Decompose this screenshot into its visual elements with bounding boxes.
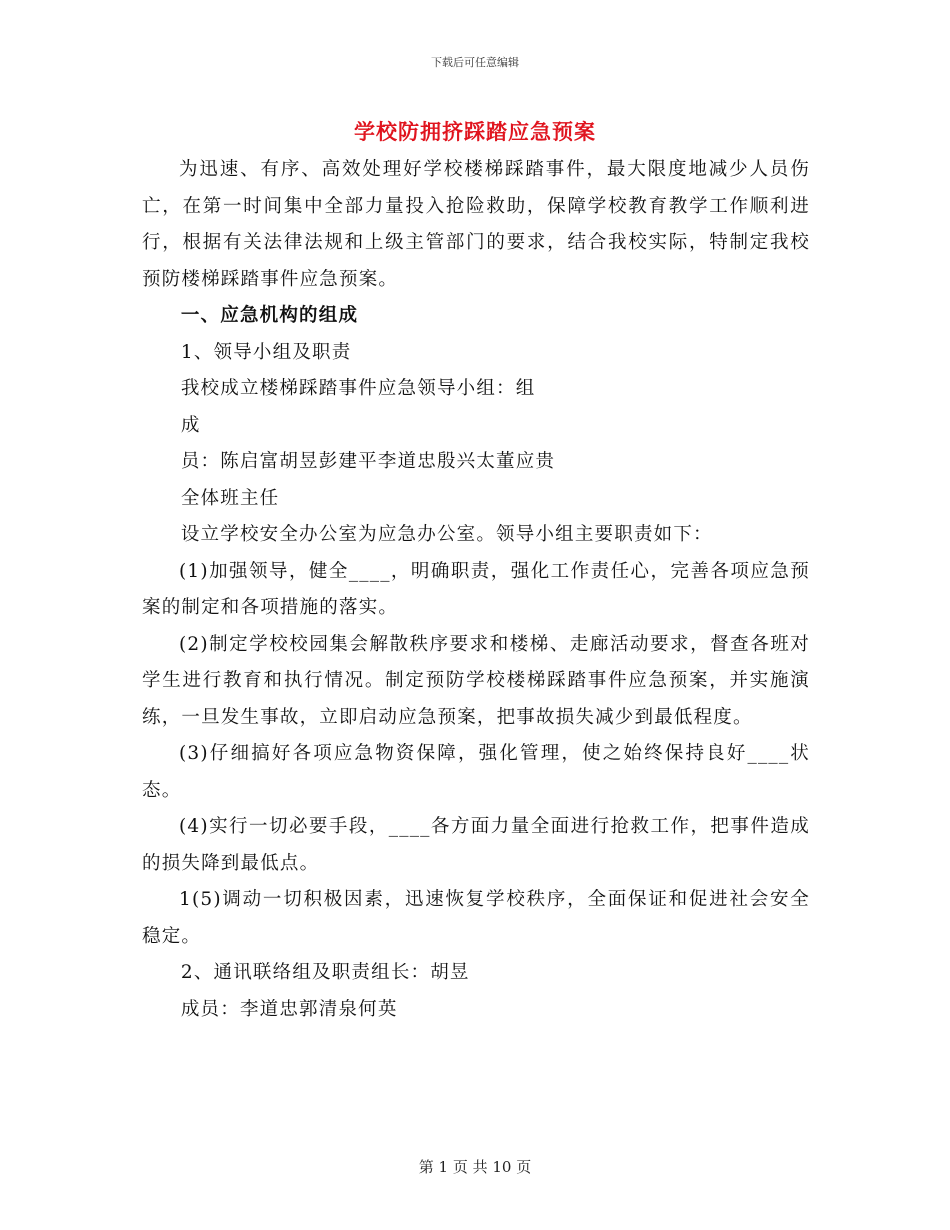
duty-item-4: (4)实行一切必要手段，____各方面力量全面进行抢救工作，把事件造成的损失降到最低点。	[142, 816, 810, 874]
document-body	[142, 152, 810, 1028]
subsection-heading-2: 2、通讯联络组及职责组长：胡昱	[180, 962, 470, 983]
paragraph-members: 员：陈启富胡昱彭建平李道忠殷兴太董应贵	[180, 451, 556, 472]
subsection-heading-1: 1、领导小组及职责	[180, 341, 352, 363]
document-title: 学校防拥挤踩踏应急预案	[354, 119, 596, 144]
paragraph-composition-fragment: 成	[180, 414, 201, 436]
duty-item-5: 1(5)调动一切积极因素，迅速恢复学校秩序，全面保证和促进社会安全稳定。	[142, 889, 810, 947]
section-heading-1: 一、应急机构的组成	[180, 305, 359, 326]
duty-item-3: (3)仔细搞好各项应急物资保障，强化管理，使之始终保持良好____状态。	[142, 743, 810, 801]
paragraph-leadership-group: 我校成立楼梯踩踏事件应急领导小组：组	[180, 378, 536, 399]
duty-item-2: (2)制定学校校园集会解散秩序要求和楼梯、走廊活动要求，督查各班对学生进行教育和执行情况。制定预防学校楼梯踩踏事件应急预案，并实施演练，一旦发生事故，立即启动应急预案，把事故损失减少到最低程度。	[142, 633, 810, 728]
intro-paragraph: 为迅速、有序、高效处理好学校楼梯踩踏事件，最大限度地减少人员伤亡，在第一时间集中全部力量投入抢险救助，保障学校教育教学工作顺利进行，根据有关法律法规和上级主管部门的要求，结合我校实际，特制定我校预防楼梯踩踏事件应急预案。	[142, 159, 810, 290]
page-footer: 第 1 页 共 10 页	[418, 1158, 532, 1176]
paragraph-comm-members: 成员：李道忠郭清泉何英	[180, 998, 398, 1020]
header-note: 下载后可任意编辑	[431, 56, 519, 69]
paragraph-class-teachers: 全体班主任	[180, 487, 280, 509]
paragraph-office: 设立学校安全办公室为应急办公室。领导小组主要职责如下：	[180, 524, 713, 545]
duty-item-1: (1)加强领导，健全____，明确职责，强化工作责任心，完善各项应急预案的制定和各项措施的落实。	[142, 560, 810, 618]
